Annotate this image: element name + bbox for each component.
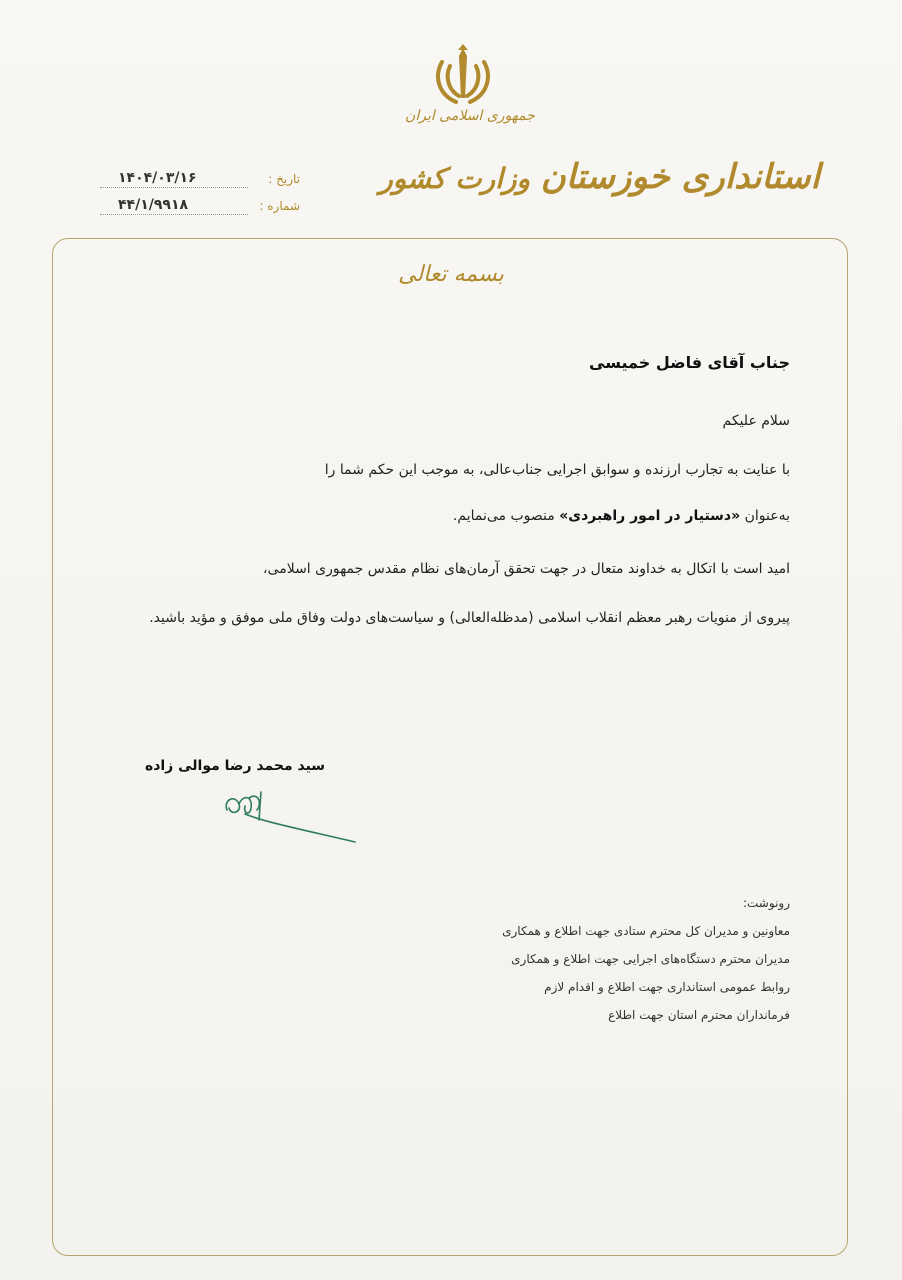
signer-name: سید محمد رضا موالی زاده: [144, 758, 326, 774]
cc-item: مدیران محترم دستگاه‌های اجرایی جهت اطلاع و همکاری: [511, 952, 790, 966]
date-value: ۱۴۰۴/۰۳/۱۶: [118, 170, 197, 186]
cc-item: فرمانداران محترم استان جهت اطلاع: [608, 1008, 790, 1022]
ministry-title: وزارت کشور: [379, 162, 530, 195]
paragraph-1: با عنایت به تجارب ارزنده و سوابق اجرایی جناب‌عالی، به موجب این حکم شما را: [324, 462, 790, 478]
appointment-title: «دستیار در امور راهبردی»: [559, 508, 741, 524]
number-dotted-line: [100, 214, 248, 215]
iran-emblem-icon: [428, 42, 498, 112]
paragraph-2-prefix: به‌عنوان: [740, 508, 790, 524]
paragraph-2-suffix: منصوب می‌نمایم.: [452, 508, 560, 524]
cc-item: روابط عمومی استانداری جهت اطلاع و اقدام لازم: [544, 980, 790, 994]
paragraph-3: امید است با اتکال به خداوند متعال در جهت تحقق آرمان‌های نظام مقدس جمهوری اسلامی،: [263, 561, 790, 577]
cc-title: رونوشت:: [742, 896, 790, 910]
date-dotted-line: [100, 187, 248, 188]
paragraph-2: [453, 508, 790, 524]
invocation: بسمه تعالی: [398, 262, 504, 287]
number-value: ۴۴/۱/۹۹۱۸: [118, 197, 189, 213]
republic-title: جمهوری اسلامی ایران: [405, 108, 535, 124]
date-row: [100, 170, 300, 192]
greeting: سلام علیکم: [722, 413, 790, 429]
letter-frame: [52, 238, 848, 1256]
paragraph-4: پیروی از منویات رهبر معظم انقلاب اسلامی (مدظله‌العالی) و سیاست‌های دولت وفاق ملی موفق و مؤید باشید.: [149, 610, 790, 626]
date-label: تاریخ :: [268, 172, 300, 186]
number-label: شماره :: [259, 199, 300, 213]
addressee: جناب آقای فاضل خمیسی: [589, 353, 790, 372]
cc-item: معاونین و مدیران کل محترم ستادی جهت اطلاع و همکاری: [502, 924, 790, 938]
handwritten-signature: [205, 786, 365, 856]
number-row: [100, 197, 300, 219]
governorate-title: استانداری خوزستان: [540, 157, 820, 197]
